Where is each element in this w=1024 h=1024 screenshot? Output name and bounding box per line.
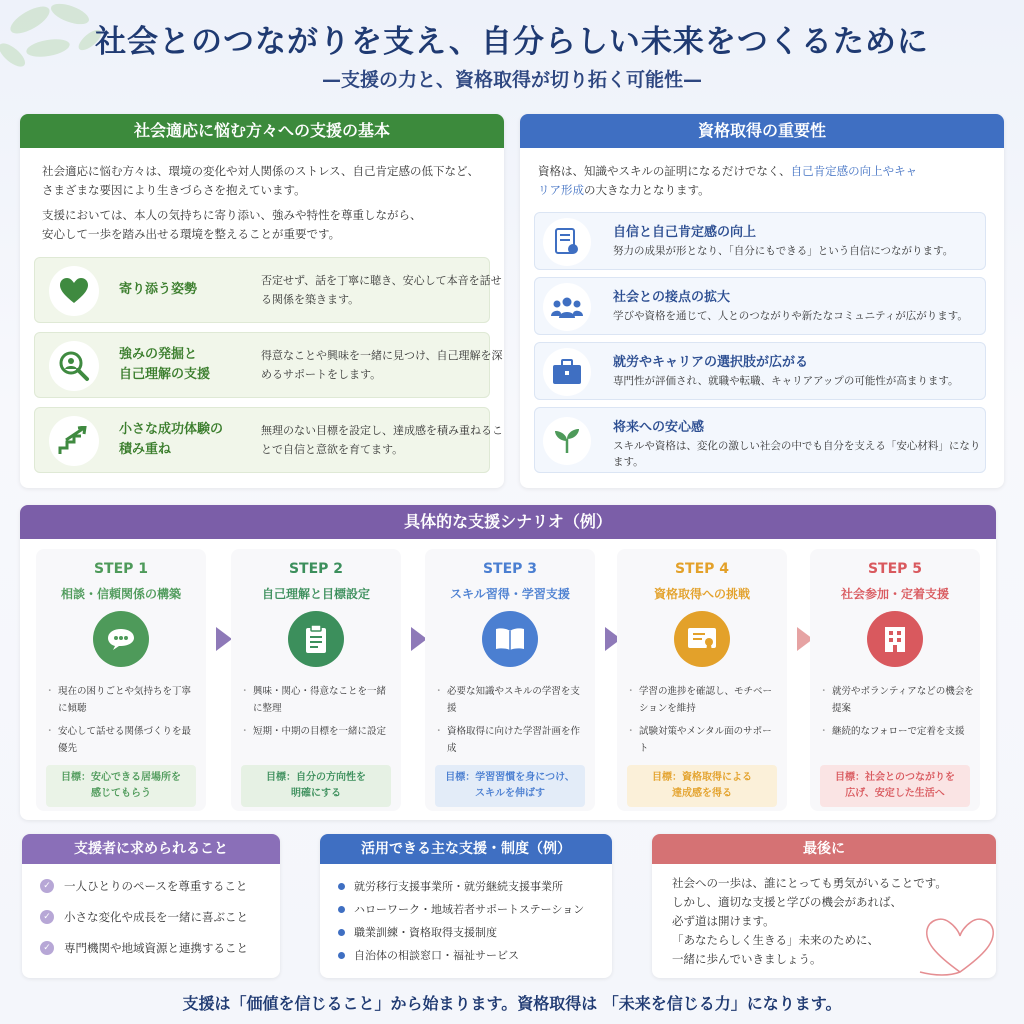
step-card-5: [810, 549, 980, 811]
closing-line: 「あなたらしく生きる」未来のために、: [672, 933, 879, 947]
list-item-text: 小さな変化や成長を一緒に喜ぶこと: [64, 910, 248, 924]
step-goal: 目標：資格取得による 達成感を得る: [627, 765, 777, 807]
qualification-item: [534, 277, 986, 335]
qualification-item-desc: 努力の成果が形となり、「自分にもできる」という自信につながります。: [613, 245, 954, 257]
check-icon: ✓: [40, 910, 54, 924]
sprout-icon: [543, 417, 591, 465]
step-bullet: ・ 学習の進捗を確認し、モチベーションを維持: [629, 683, 781, 717]
list-item: [338, 947, 519, 963]
step-goal: 目標：自分の方向性を 明確にする: [241, 765, 391, 807]
step-bullets: [48, 683, 200, 763]
list-item-text: 自治体の相談窓口・福祉サービス: [354, 949, 519, 962]
step-bullet: ・ 興味・関心・得意なことを一緒に整理: [243, 683, 395, 717]
qualification-item: [534, 212, 986, 270]
step-bullet: ・ 試験対策やメンタル面のサポート: [629, 723, 781, 757]
qualification-item-title: 就労やキャリアの選択肢が広がる: [613, 355, 809, 370]
closing-line: 社会への一歩は、誰にとっても勇気がいることです。: [672, 876, 947, 890]
clipboard-icon: [288, 611, 344, 667]
intro-line: さまざまな要因により生きづらさを抱えています。: [42, 183, 306, 197]
step-card-4: [617, 549, 787, 811]
step-label: STEP 5: [867, 561, 923, 577]
certificate-icon: [674, 611, 730, 667]
building-icon: [867, 611, 923, 667]
step-card-1: [36, 549, 206, 811]
list-item: [338, 878, 563, 894]
step-title: 相談・信頼関係の構築: [60, 587, 181, 601]
step-label: STEP 2: [288, 561, 344, 577]
support-item-title: 強みの発掘と 自己理解の支援: [119, 347, 211, 382]
step-arrow-icon: [216, 627, 232, 651]
qualification-heading: 資格取得の重要性: [520, 114, 1004, 148]
qualification-panel: [520, 114, 1004, 488]
support-item-title: 寄り添う姿勢: [119, 282, 198, 297]
qualification-intro: [538, 162, 958, 200]
qualification-item-title: 社会との接点の拡大: [613, 290, 731, 305]
support-item: [34, 332, 503, 398]
list-item-text: 専門機関や地域資源と連携すること: [64, 941, 248, 955]
check-icon: ✓: [40, 941, 54, 955]
step-label: STEP 1: [93, 561, 149, 577]
intro-line: 支援においては、本人の気持ちに寄り添い、強みや特性を尊重しながら、: [42, 208, 422, 222]
step-bullet: ・ 継続的なフォローで定着を支援: [822, 723, 974, 740]
step-card-3: [425, 549, 595, 811]
support-item: [34, 407, 503, 473]
list-item-text: ハローワーク・地域若者サポートステーション: [354, 903, 585, 916]
list-item: [338, 901, 584, 917]
step-bullet: ・ 資格取得に向けた学習計画を作成: [437, 723, 589, 757]
scenario-panel: [20, 505, 996, 820]
magnifier-person-icon: [49, 341, 99, 391]
closing-line: 一緒に歩んでいきましょう。: [672, 952, 822, 966]
step-goal: 目標：社会とのつながりを 広げ、安定した生活へ: [820, 765, 970, 807]
heart-icon: [49, 266, 99, 316]
qualification-item-desc: 専門性が評価され、就職や転職、キャリアアップの可能性が高まります。: [613, 375, 959, 387]
support-item-title: 小さな成功体験の 積み重ね: [119, 422, 224, 457]
bullet-dot-icon: [338, 929, 345, 936]
step-bullets: [437, 683, 589, 763]
step-bullet: ・ 短期・中期の目標を一緒に設定: [243, 723, 395, 740]
qualification-item-desc: 学びや資格を通じて、人とのつながりや新たなコミュニティが広がります。: [613, 310, 968, 322]
people-group-icon: [543, 283, 591, 331]
list-item: [40, 940, 248, 956]
qualification-item: [534, 407, 986, 473]
step-bullets: [243, 683, 395, 746]
bullet-dot-icon: [338, 883, 345, 890]
list-item-text: 職業訓練・資格取得支援制度: [354, 926, 497, 939]
step-title: 自己理解と目標設定: [261, 587, 370, 601]
chat-bubble-icon: [93, 611, 149, 667]
page-subtitle: —支援の力と、資格取得が切り拓く可能性—: [321, 69, 702, 91]
list-item-text: 一人ひとりのペースを尊重すること: [64, 879, 248, 893]
supporter-heading: 支援者に求められること: [22, 834, 280, 864]
step-bullets: [629, 683, 781, 763]
closing-heading: 最後に: [652, 834, 996, 864]
step-bullets: [822, 683, 974, 746]
closing-line: しかし、適切な支援と学びの機会があれば、: [672, 895, 902, 909]
briefcase-icon: [543, 348, 591, 396]
scenario-heading: 具体的な支援シナリオ（例）: [20, 505, 996, 539]
step-goal: 目標：安心できる居場所を 感じてもらう: [46, 765, 196, 807]
intro-text: 資格は、知識やスキルの証明になるだけでなく、: [538, 164, 791, 178]
support-basics-heading: 社会適応に悩む方々への支援の基本: [20, 114, 504, 148]
book-icon: [482, 611, 538, 667]
step-bullet: ・ 安心して話せる関係づくりを最優先: [48, 723, 200, 757]
heart-outline-icon: [915, 910, 1005, 980]
systems-panel: [320, 834, 612, 978]
step-label: STEP 3: [482, 561, 538, 577]
check-icon: ✓: [40, 879, 54, 893]
certificate-icon: [543, 218, 591, 266]
step-card-2: [231, 549, 401, 811]
systems-heading: 活用できる主な支援・制度（例）: [320, 834, 612, 864]
step-label: STEP 4: [674, 561, 730, 577]
step-bullet: ・ 就労やボランティアなどの機会を提案: [822, 683, 974, 717]
list-item: [338, 924, 497, 940]
step-bullet: ・ 現在の困りごとや気持ちを丁寧に傾聴: [48, 683, 200, 717]
support-item: [34, 257, 502, 323]
intro-line: 安心して一歩を踏み出せる環境を整えることが重要です。: [42, 227, 341, 241]
intro-line: 社会適応に悩む方々は、環境の変化や対人関係のストレス、自己肯定感の低下など、: [42, 164, 479, 178]
intro-text: の大きな力となります。: [584, 183, 710, 197]
bullet-dot-icon: [338, 906, 345, 913]
step-title: スキル習得・学習支援: [450, 587, 570, 601]
step-title: 社会参加・定着支援: [840, 587, 949, 601]
stairs-arrow-icon: [49, 416, 99, 466]
list-item-text: 就労移行支援事業所・就労継続支援事業所: [354, 880, 563, 893]
support-item-desc: 得意なことや興味を一緒に見つけ、自己理解を深めるサポートをします。: [261, 349, 503, 381]
bullet-dot-icon: [338, 952, 345, 959]
qualification-item: [534, 342, 986, 400]
list-item: [40, 909, 248, 925]
support-basics-panel: [20, 114, 504, 488]
intro-accent-text: 自己肯定感の向上やキャ: [790, 164, 918, 178]
support-item-desc: 否定せず、話を丁寧に聴き、安心して本音を話せる関係を築きます。: [261, 274, 502, 306]
qualification-item-title: 将来への安心感: [613, 420, 705, 435]
footer-message: 支援は「価値を信じること」から始まります。資格取得は 「未来を信じる力」になります。: [182, 994, 842, 1013]
intro-accent-text: リア形成: [538, 183, 584, 197]
qualification-item-title: 自信と自己肯定感の向上: [613, 225, 757, 240]
list-item: [40, 878, 247, 894]
closing-line: 必ず道は開けます。: [672, 914, 775, 928]
qualification-item-desc: スキルや資格は、変化の激しい社会の中でも自分を支える「安心材料」になります。: [613, 440, 981, 468]
step-goal: 目標：学習習慣を身につけ、 スキルを伸ばす: [435, 765, 585, 807]
page-title: 社会とのつながりを支え、自分らしい未来をつくるために: [95, 24, 929, 60]
step-bullet: ・ 必要な知識やスキルの学習を支援: [437, 683, 589, 717]
support-item-desc: 無理のない目標を設定し、達成感を積み重ねることで自信と意欲を育てます。: [261, 424, 503, 456]
support-basics-intro: [42, 162, 479, 200]
support-basics-intro2: [42, 206, 422, 244]
step-title: 資格取得への挑戦: [653, 587, 750, 601]
supporter-panel: [22, 834, 280, 978]
